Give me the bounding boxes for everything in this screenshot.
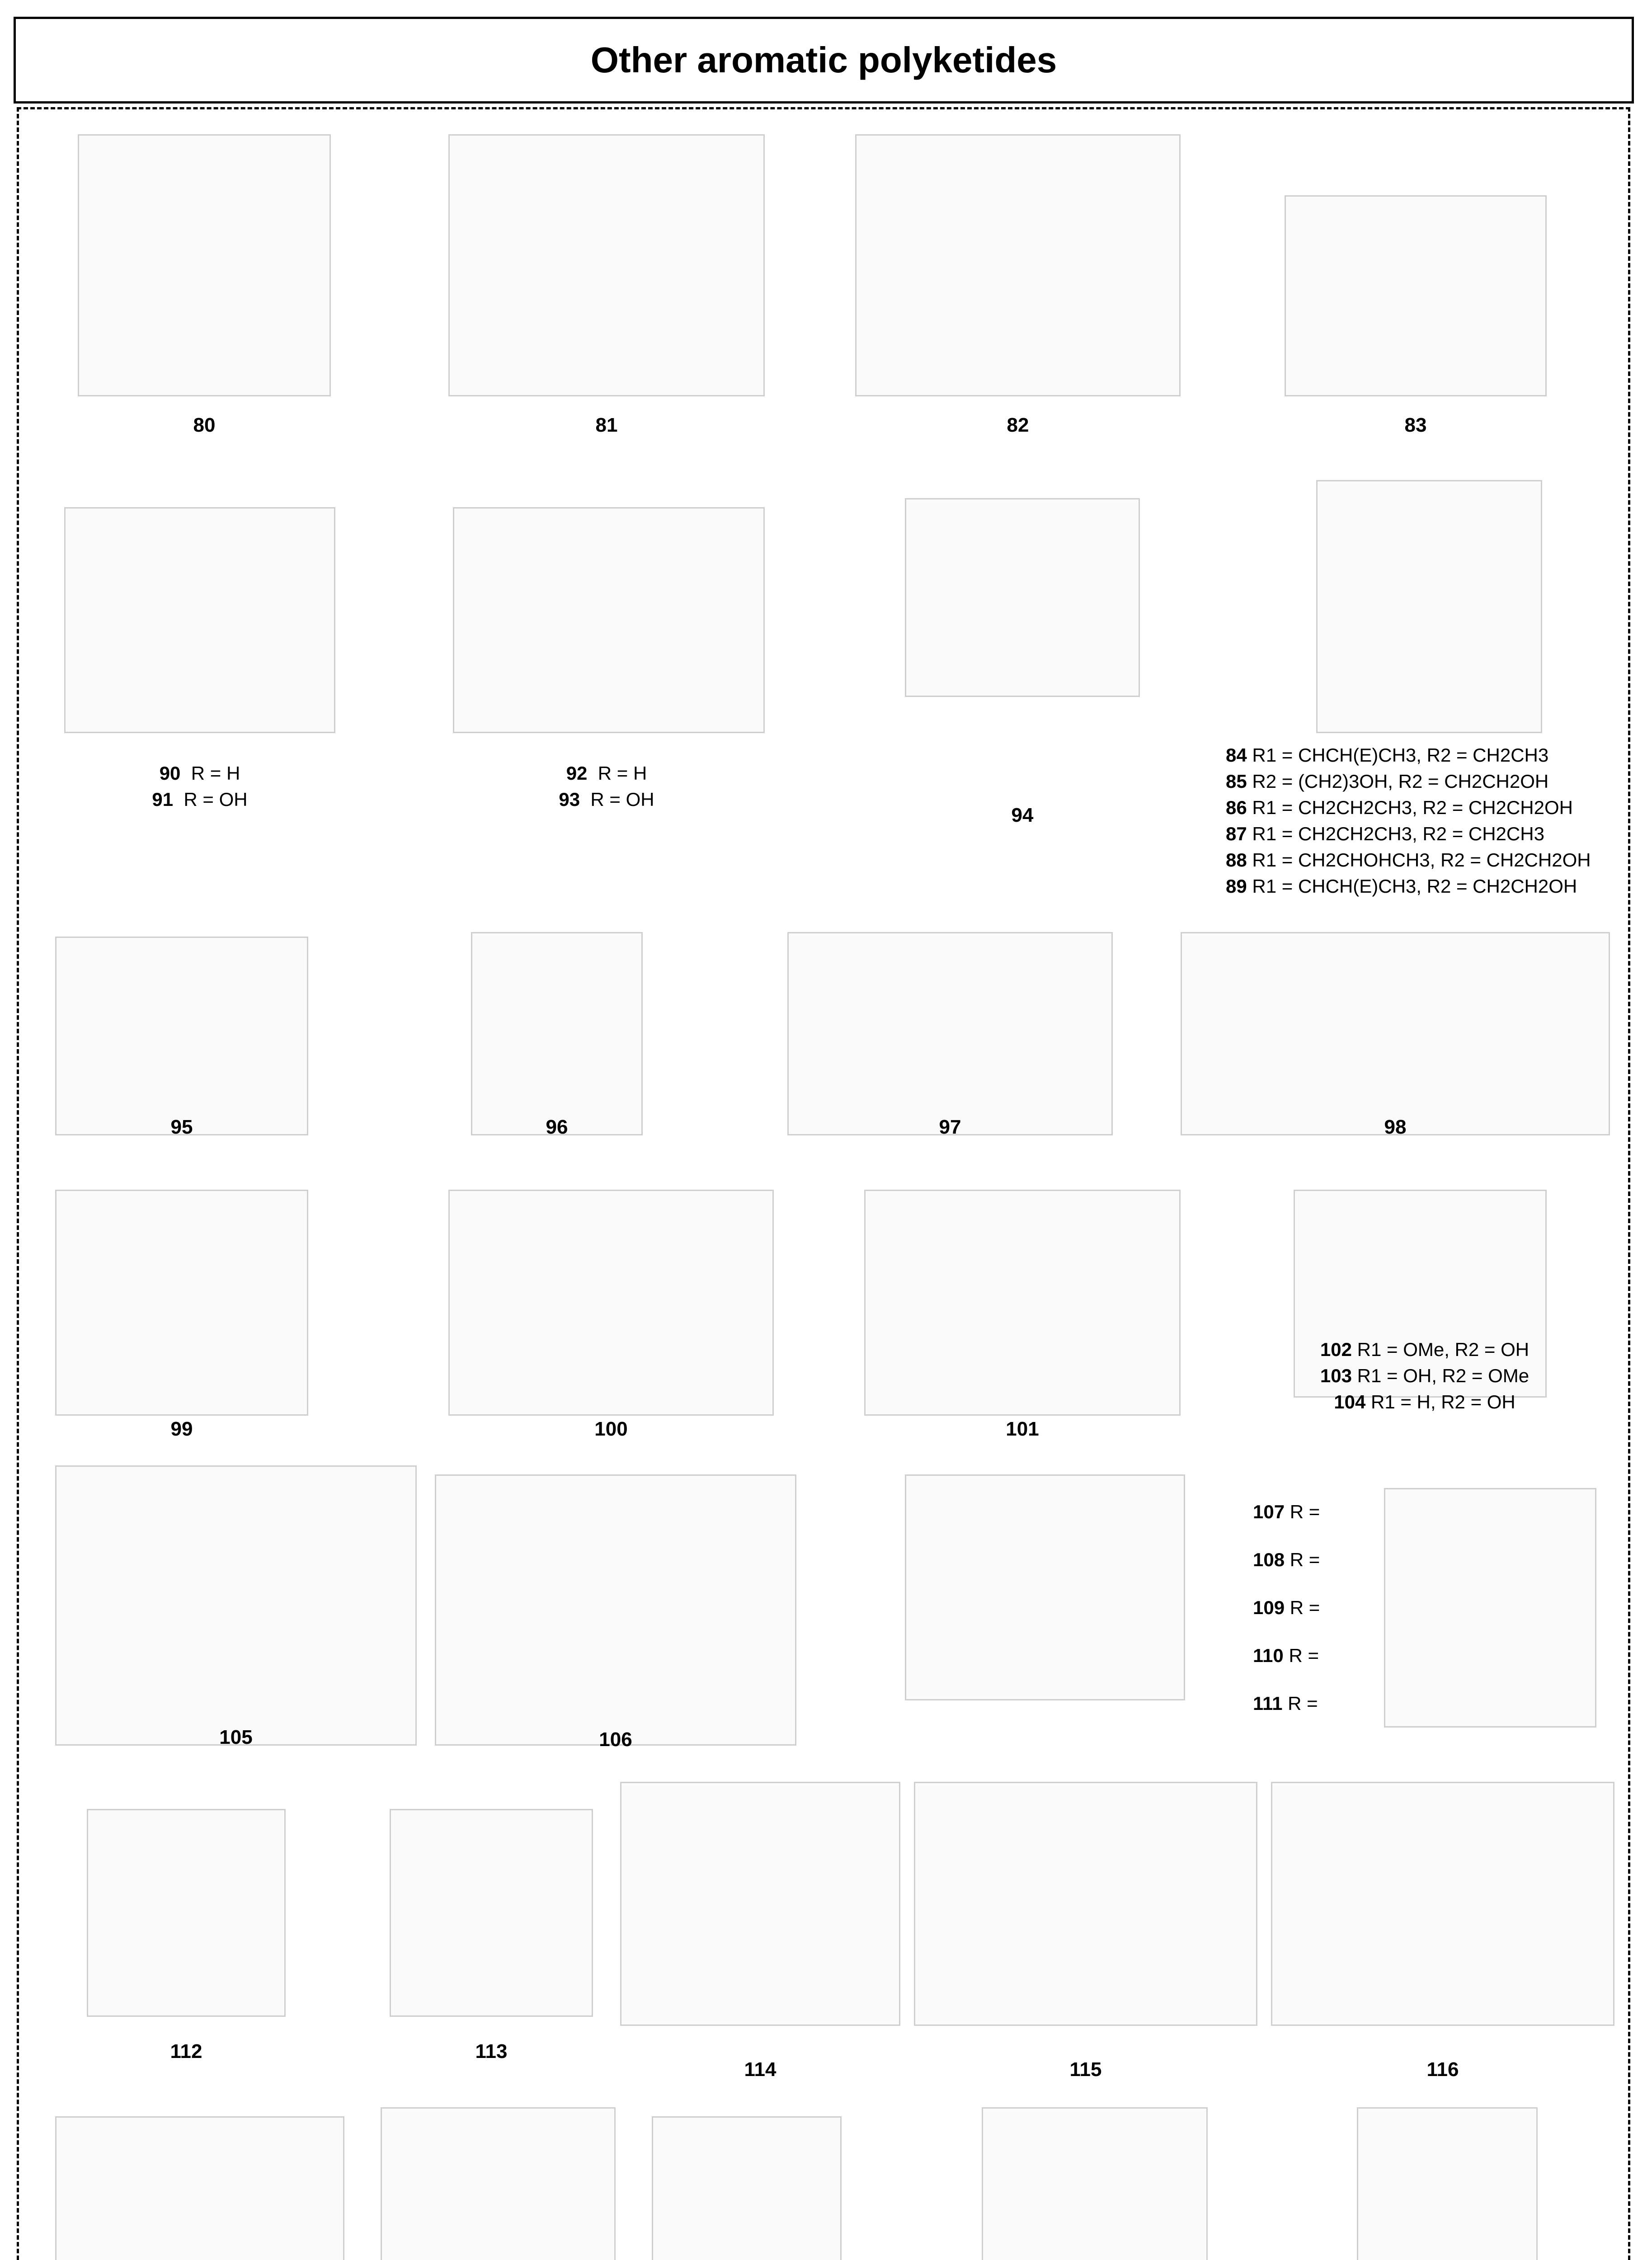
compound-119-120	[652, 2116, 842, 2260]
compound-80	[78, 134, 331, 436]
structure-116	[1271, 1782, 1614, 2026]
compound-114	[620, 1782, 900, 2081]
compound-95	[55, 937, 308, 1138]
compound-106	[435, 1474, 796, 1751]
structure-101	[864, 1190, 1181, 1416]
compound-90-91	[64, 507, 335, 733]
definitions-84-89: 84 R1 = CHCH(E)CH3, R2 = CH2CH3 85 R2 = (CH2)3OH, R2 = CH2CH2OH 86 R1 = CH2CH2CH3, R2 = CH2CH2OH 87 R1 = CH2CH2CH3, R2 = CH2CH3 88 R1 = CH2CHOHCH3, R2 = CH2CH2OH 89 R1 = CHCH(E)CH3, R2 = CH2CH2OH	[1226, 744, 1591, 897]
definitions-102-104: 102 R1 = OMe, R2 = OH 103 R1 = OH, R2 = OMe 104 R1 = H, R2 = OH	[1320, 1339, 1530, 1412]
compound-107-111	[905, 1474, 1185, 1700]
structure-97	[787, 932, 1113, 1138]
structure-96	[471, 932, 643, 1138]
structure-107-111	[905, 1474, 1185, 1700]
structure-90-91	[64, 507, 335, 733]
compound-label: 95	[170, 1116, 193, 1138]
structure-115	[914, 1782, 1257, 2026]
structure-113	[390, 1809, 593, 2017]
structure-84-89	[1316, 480, 1542, 733]
compound-label: 97	[939, 1116, 961, 1138]
structure-83	[1285, 195, 1547, 396]
structures-panel	[17, 107, 1630, 2260]
structure-119-120	[652, 2116, 842, 2260]
figure-title: Other aromatic polyketides	[590, 40, 1057, 80]
structure-112	[87, 1809, 286, 2017]
compound-100	[448, 1190, 774, 1440]
compound-112	[87, 1809, 286, 2062]
compound-97	[787, 932, 1113, 1138]
compound-label: 99	[170, 1418, 193, 1440]
structure-106	[435, 1474, 796, 1746]
compound-94	[905, 498, 1140, 826]
compound-105	[55, 1465, 417, 1746]
compound-121	[982, 2107, 1208, 2260]
compound-101	[864, 1190, 1181, 1440]
compound-label: 96	[546, 1116, 568, 1138]
compound-84-89	[1316, 480, 1542, 733]
compound-label: 112	[170, 2040, 202, 2062]
compound-label: 101	[1006, 1418, 1039, 1440]
compound-81	[448, 134, 765, 436]
compound-115	[914, 1782, 1257, 2081]
compound-label: 80	[193, 414, 216, 436]
structure-81	[448, 134, 765, 396]
compound-113	[390, 1809, 593, 2062]
definitions-90-91: 90 R = H 91 R = OH	[152, 763, 248, 810]
structure-122	[1357, 2107, 1538, 2260]
compound-82	[855, 134, 1181, 436]
compound-label: 82	[1007, 414, 1029, 436]
compound-label: 105	[219, 1726, 253, 1748]
structure-100	[448, 1190, 774, 1416]
compound-label: 100	[594, 1418, 628, 1440]
compound-label: 83	[1404, 414, 1427, 436]
compound-98	[1181, 932, 1610, 1138]
compound-117	[55, 2116, 344, 2260]
definitions-92-93: 92 R = H 93 R = OH	[559, 763, 654, 810]
compound-118	[381, 2107, 616, 2260]
definitions-107-111: 107 R = 108 R = 109 R = 110 R = 111 R =	[1253, 1501, 1320, 1714]
structure-99	[55, 1190, 308, 1416]
compound-label: 94	[1011, 804, 1034, 826]
side-chain-structures-107-111	[1384, 1488, 1596, 1728]
compound-label: 106	[599, 1728, 632, 1751]
structure-121	[982, 2107, 1208, 2260]
structure-105	[55, 1465, 417, 1746]
structure-117	[55, 2116, 344, 2260]
compound-116	[1271, 1782, 1614, 2081]
compound-label: 116	[1426, 2058, 1459, 2081]
compound-label: 114	[744, 2058, 777, 2081]
structure-82	[855, 134, 1181, 396]
structure-118	[381, 2107, 616, 2260]
compound-99	[55, 1190, 308, 1440]
compound-label: 113	[475, 2040, 508, 2062]
compound-83	[1285, 195, 1547, 436]
side-chain-art	[1384, 1488, 1596, 1728]
structure-95	[55, 937, 308, 1138]
figure-title-box	[14, 17, 1634, 104]
structure-94	[905, 498, 1140, 697]
structure-114	[620, 1782, 900, 2026]
structure-98	[1181, 932, 1610, 1138]
compound-96	[471, 932, 643, 1138]
compound-122	[1357, 2107, 1538, 2260]
compound-label: 98	[1384, 1116, 1407, 1138]
compound-label: 81	[595, 414, 618, 436]
structure-92-93	[453, 507, 765, 733]
compound-92-93	[453, 507, 765, 733]
compound-label: 115	[1069, 2058, 1102, 2081]
structure-80	[78, 134, 331, 396]
